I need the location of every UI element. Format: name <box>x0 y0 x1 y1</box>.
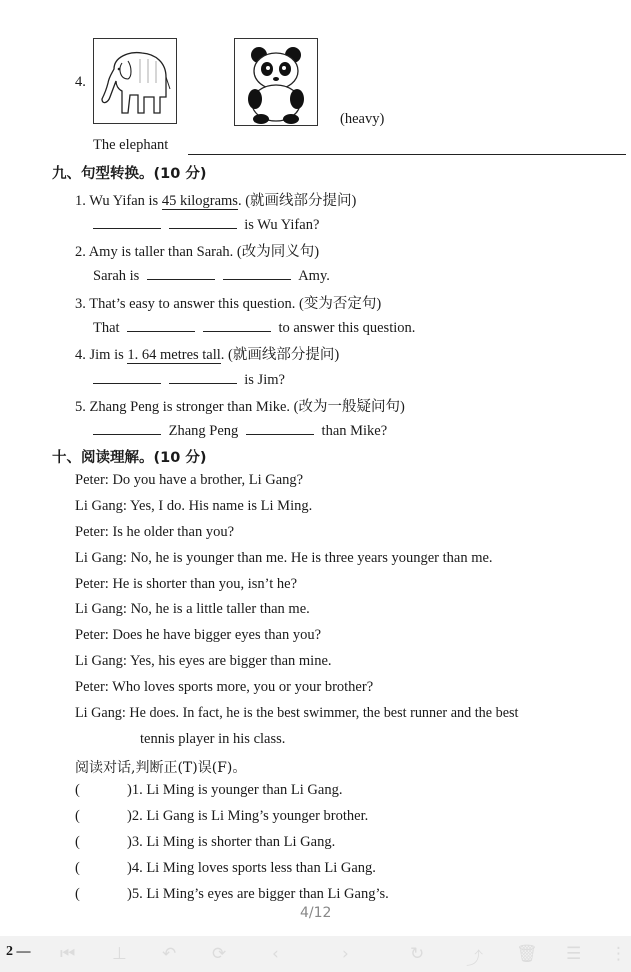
rotate-icon[interactable]: ⟳ <box>212 944 227 964</box>
answer-blank[interactable] <box>93 421 161 435</box>
prev-page-icon[interactable]: ‹ <box>272 944 279 964</box>
hint-heavy: (heavy) <box>340 111 385 127</box>
judgment-item: ( )2. Li Gang is Li Ming’s younger brother. <box>75 808 369 824</box>
share-icon[interactable]: ⤴ <box>466 949 483 969</box>
judgment-item: ( )3. Li Ming is shorter than Li Gang. <box>75 834 336 850</box>
q4-prompt-text: The elephant <box>93 137 169 153</box>
s9-item1-answer: is Wu Yifan? <box>93 215 319 234</box>
s9-item1-underlined: 45 kilograms <box>161 193 238 209</box>
answer-blank[interactable] <box>93 370 161 384</box>
s9-item3: 3. That’s easy to answer this question. (变为否定句) <box>75 296 382 312</box>
elephant-image <box>93 38 177 124</box>
first-page-icon[interactable]: ⏮ <box>60 944 76 964</box>
dialogue-line: Peter: Who loves sports more, you or your brother? <box>75 679 374 695</box>
dialogue-line: Peter: Does he have bigger eyes than you? <box>75 627 322 643</box>
page-indicator: 4/12 <box>300 905 332 921</box>
s9-item2: 2. Amy is taller than Sarah. (改为同义句) <box>75 244 320 260</box>
more-icon[interactable]: ⋮ <box>610 944 627 964</box>
section9-title: 九、句型转换。(10 分) <box>52 166 207 182</box>
dialogue-line: Peter: Do you have a brother, Li Gang? <box>75 472 304 488</box>
instruction: 阅读对话,判断正(T)误(F)。 <box>75 760 247 776</box>
s9-item4-answer: is Jim? <box>93 370 285 389</box>
dialogue-line: Li Gang: Yes, I do. His name is Li Ming. <box>75 498 313 514</box>
answer-paren[interactable]: ( <box>75 886 80 902</box>
undo-icon[interactable]: ↶ <box>162 944 177 964</box>
viewer-toolbar <box>0 936 631 972</box>
next-page-icon[interactable]: › <box>342 944 349 964</box>
judgment-item: ( )1. Li Ming is younger than Li Gang. <box>75 782 343 798</box>
judgment-item: ( )4. Li Ming loves sports less than Li Gang. <box>75 860 376 876</box>
dialogue-line-continued: tennis player in his class. <box>140 731 286 747</box>
s9-item4: 4. Jim is 1. 64 metres tall. (就画线部分提问) <box>75 347 340 363</box>
answer-blank[interactable] <box>147 266 215 280</box>
dialogue-line: Peter: Is he older than you? <box>75 524 235 540</box>
answer-blank[interactable] <box>169 215 237 229</box>
dialogue-line: Li Gang: Yes, his eyes are bigger than mine. <box>75 653 332 669</box>
answer-blank[interactable] <box>246 421 314 435</box>
answer-paren[interactable]: ( <box>75 860 80 876</box>
section10-title: 十、阅读理解。(10 分) <box>52 450 207 466</box>
s9-item3-answer: That to answer this question. <box>93 320 416 336</box>
s9-item2-answer: Sarah is Amy. <box>93 268 330 284</box>
answer-blank[interactable] <box>169 370 237 384</box>
delete-icon[interactable]: 🗑 <box>516 944 538 964</box>
fit-icon[interactable]: ⊥ <box>112 944 127 964</box>
dialogue-line: Li Gang: No, he is a little taller than me. <box>75 601 310 617</box>
dialogue-line: Li Gang: He does. In fact, he is the best swimmer, the best runner and the best <box>75 705 519 721</box>
answer-blank[interactable] <box>223 266 291 280</box>
answer-blank[interactable] <box>93 215 161 229</box>
q4-answer-line[interactable] <box>188 140 626 155</box>
answer-blank[interactable] <box>127 318 195 332</box>
dialogue-line: Peter: He is shorter than you, isn’t he? <box>75 576 298 592</box>
page-number: 2 — <box>6 944 31 959</box>
list-icon[interactable]: ☰ <box>566 944 582 964</box>
answer-paren[interactable]: ( <box>75 834 80 850</box>
question-number: 4. <box>75 74 86 90</box>
judgment-item: ( )5. Li Ming’s eyes are bigger than Li Gang’s. <box>75 886 389 902</box>
panda-image <box>234 38 318 126</box>
dialogue-line: Li Gang: No, he is younger than me. He is three years younger than me. <box>75 550 493 566</box>
answer-paren[interactable]: ( <box>75 808 80 824</box>
answer-blank[interactable] <box>203 318 271 332</box>
answer-paren[interactable]: ( <box>75 782 80 798</box>
s9-item1: 1. Wu Yifan is 45 kilograms. (就画线部分提问) <box>75 193 357 209</box>
s9-item5-answer: Zhang Peng than Mike? <box>93 421 387 440</box>
s9-item4-underlined: 1. 64 metres tall <box>127 347 221 363</box>
refresh-icon[interactable]: ↻ <box>410 944 425 964</box>
s9-item5: 5. Zhang Peng is stronger than Mike. (改为一般疑问句) <box>75 399 405 415</box>
q4-prompt <box>93 137 168 154</box>
